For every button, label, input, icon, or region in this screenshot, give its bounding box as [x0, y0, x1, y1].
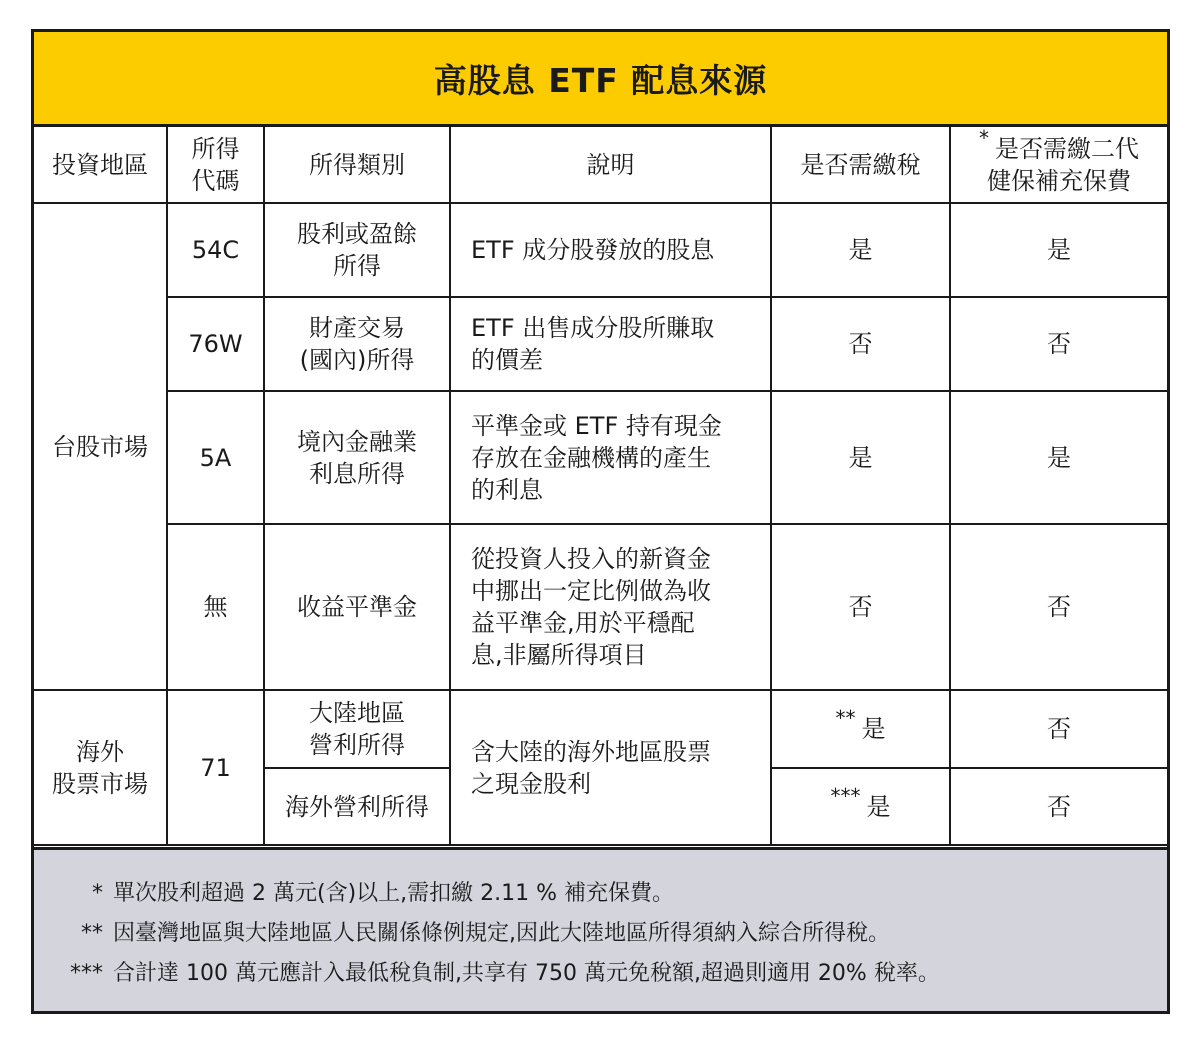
category-cell: 財產交易 (國內)所得	[264, 297, 450, 391]
footnote-text: 單次股利超過 2 萬元(含)以上,需扣繳 2.11 % 補充保費。	[113, 881, 675, 906]
header-tax: 是否需繳稅	[771, 127, 950, 203]
table-row	[34, 203, 1167, 297]
footnote-3	[70, 960, 940, 988]
dividend-source-grid	[34, 127, 1167, 846]
table-row	[34, 297, 1167, 391]
tax-cell: 否	[771, 297, 950, 391]
nhi-cell: 是	[950, 203, 1167, 297]
tax-cell	[771, 768, 950, 845]
code-cell: 54C	[167, 203, 264, 297]
desc-cell: ETF 出售成分股所賺取 的價差	[450, 297, 771, 391]
nhi-cell: 否	[950, 524, 1167, 690]
table-title: 高股息 ETF 配息來源	[34, 32, 1167, 127]
code-cell: 71	[167, 690, 264, 845]
code-cell: 76W	[167, 297, 264, 391]
footnote-symbol: ***	[70, 961, 103, 986]
footnote-text: 合計達 100 萬元應計入最低稅負制,共享有 750 萬元免稅額,超過則適用 20% 稅率。	[113, 961, 940, 986]
footnotes	[34, 847, 1167, 1011]
nhi-cell: 否	[950, 768, 1167, 845]
footnote-2	[81, 920, 890, 948]
header-nhi-label: 是否需繳二代 健保補充保費	[987, 134, 1139, 195]
header-region: 投資地區	[34, 127, 167, 203]
category-cell: 境內金融業 利息所得	[264, 391, 450, 524]
header-code: 所得 代碼	[167, 127, 264, 203]
table-row	[34, 391, 1167, 524]
nhi-cell: 否	[950, 297, 1167, 391]
code-cell: 無	[167, 524, 264, 690]
header-nhi-mark: *	[979, 125, 989, 150]
tax-cell: 否	[771, 524, 950, 690]
category-cell: 股利或盈餘 所得	[264, 203, 450, 297]
etf-dividend-source-table	[31, 29, 1170, 1014]
tax-footnote-mark: ***	[830, 783, 861, 808]
footnote-symbol: **	[81, 921, 103, 946]
tax-footnote-mark: **	[835, 706, 856, 730]
desc-cell: 平準金或 ETF 持有現金 存放在金融機構的產生 的利息	[450, 391, 771, 524]
tax-cell: 是	[771, 203, 950, 297]
table-row	[34, 524, 1167, 690]
category-cell: 收益平準金	[264, 524, 450, 690]
nhi-cell: 是	[950, 391, 1167, 524]
region-overseas: 海外 股票市場	[34, 690, 167, 845]
category-cell: 大陸地區 營利所得	[264, 690, 450, 768]
footnote-text: 因臺灣地區與大陸地區人民關係條例規定,因此大陸地區所得須納入綜合所得稅。	[113, 921, 890, 946]
table-row	[34, 690, 1167, 768]
nhi-cell: 否	[950, 690, 1167, 768]
footnote-1	[92, 880, 674, 908]
tax-cell: 是	[771, 391, 950, 524]
code-cell: 5A	[167, 391, 264, 524]
category-cell: 海外營利所得	[264, 768, 450, 845]
desc-cell: 從投資人投入的新資金 中挪出一定比例做為收 益平準金,用於平穩配 息,非屬所得項目	[450, 524, 771, 690]
header-desc: 說明	[450, 127, 771, 203]
header-category: 所得類別	[264, 127, 450, 203]
desc-cell: 含大陸的海外地區股票 之現金股利	[450, 690, 771, 845]
region-taiwan: 台股市場	[34, 203, 167, 690]
tax-value: 是	[866, 792, 891, 821]
footnote-symbol: *	[92, 881, 103, 906]
tax-value: 是	[861, 715, 886, 743]
desc-cell: ETF 成分股發放的股息	[450, 203, 771, 297]
header-nhi	[950, 127, 1167, 203]
tax-cell	[771, 690, 950, 768]
